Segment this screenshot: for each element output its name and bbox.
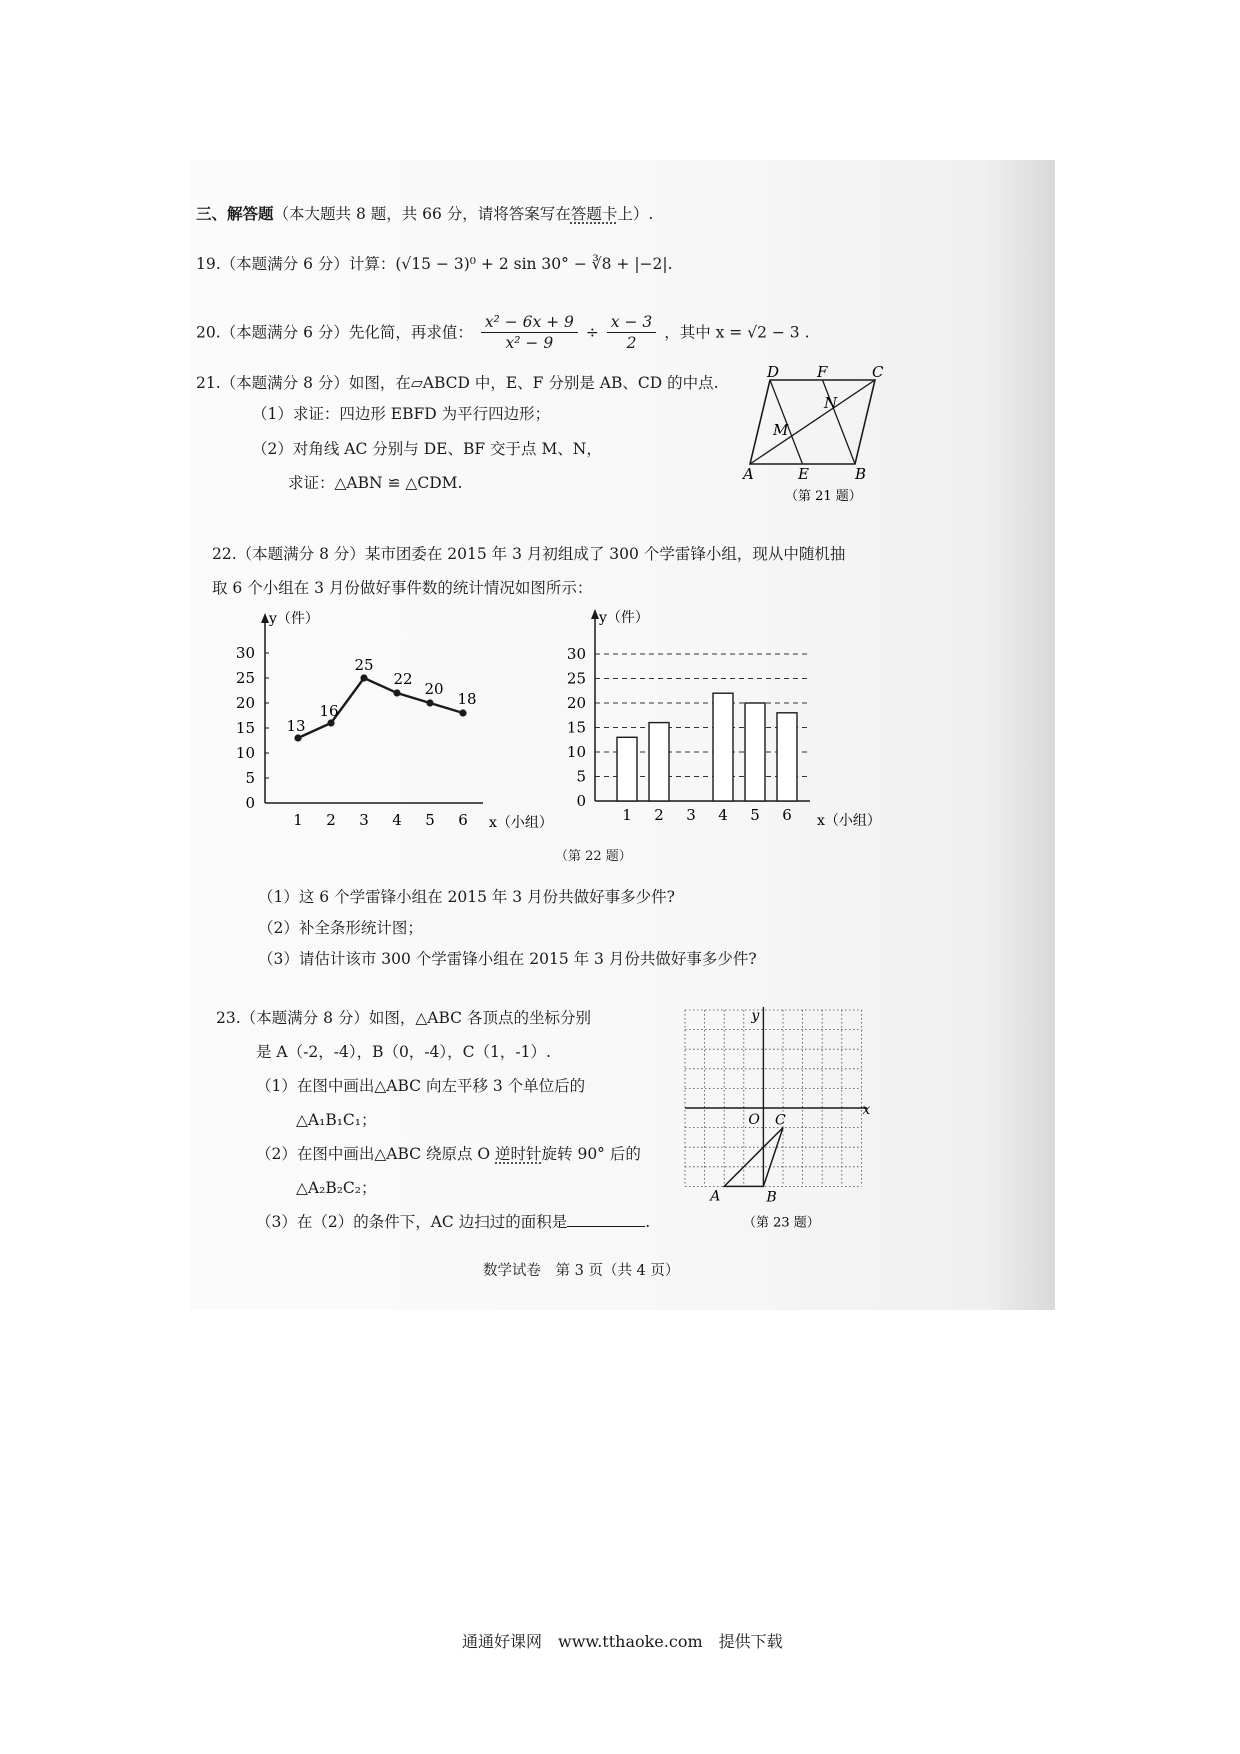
q19-header: 19.（本题满分 6 分）计算：: [196, 255, 396, 273]
y-axis-label: y: [751, 1008, 760, 1024]
download-watermark: 通通好课网 www.tthaoke.com 提供下载: [462, 1632, 783, 1651]
q20-fraction-1: [481, 312, 578, 353]
question-19: [196, 254, 673, 274]
data-label: 20: [424, 680, 444, 698]
data-label: 16: [319, 702, 339, 720]
q20-frac2-numerator: x − 3: [607, 312, 656, 333]
q23-line-1: 23.（本题满分 8 分）如图，△ABC 各顶点的坐标分别: [216, 1009, 591, 1027]
data-point: [459, 709, 466, 716]
q23-part-2-target: △A₂B₂C₂；: [296, 1179, 377, 1197]
section-note: （本大题共 8 题，共 66 分，请将答案写在: [273, 205, 571, 223]
q21-caption: （第 21 题）: [785, 489, 862, 504]
x-tick-label: 1: [293, 811, 303, 829]
label-c: C: [872, 363, 884, 381]
q22-line-chart: [220, 605, 553, 831]
y-tick-label: 10: [566, 743, 586, 761]
q19-expression: (√15 − 3)⁰ + 2 sin 30° − ∛8 + |−2|.: [395, 255, 673, 273]
q22-bar-chart: [555, 605, 905, 829]
x-tick-label: 6: [782, 806, 792, 824]
q23-part-2-emphasis: 逆时针: [495, 1145, 542, 1163]
bar: [745, 703, 765, 801]
data-point: [426, 699, 433, 706]
y-axis-label: y（件）: [599, 610, 649, 626]
bar: [649, 723, 669, 801]
q20-operator: ÷: [585, 323, 599, 342]
y-tick-label: 25: [235, 669, 255, 687]
bar: [713, 693, 733, 801]
y-axis-arrow: [591, 609, 599, 619]
vertex-a-label: A: [710, 1188, 721, 1205]
origin-label: O: [748, 1112, 760, 1128]
x-tick-label: 4: [718, 806, 728, 824]
y-tick-label: 0: [245, 794, 255, 812]
section-note-emphasis: 答题卡: [570, 205, 618, 223]
x-tick-label: 1: [622, 806, 632, 824]
label-d: D: [767, 363, 780, 381]
data-point: [360, 674, 367, 681]
q20-header: 20.（本题满分 6 分）先化简，再求值：: [196, 323, 473, 342]
triangle-abc: [724, 1128, 783, 1187]
q22-part-3: （3）请估计该市 300 个学雷锋小组在 2015 年 3 月份共做好事多少件?: [258, 950, 757, 968]
q20-frac1-numerator: x² − 6x + 9: [481, 312, 578, 333]
q23-part-2: [256, 1144, 641, 1164]
q21-header: 21.（本题满分 8 分）如图，在▱ABCD 中，E、F 分别是 AB、CD 的中点.: [196, 374, 719, 392]
q22-part-1: （1）这 6 个学雷锋小组在 2015 年 3 月份共做好事多少件?: [258, 888, 675, 906]
y-axis-arrow: [261, 613, 269, 623]
q23-line-2: 是 A（-2，-4），B（0，-4），C（1，-1）.: [256, 1043, 551, 1061]
data-label: 22: [393, 670, 413, 688]
y-tick-label: 10: [235, 744, 255, 762]
q20-frac1-denominator: x² − 9: [505, 334, 554, 353]
q21-part-2: （2）对角线 AC 分别与 DE、BF 交于点 M、N，: [252, 440, 602, 458]
question-20: [196, 312, 810, 353]
label-f: F: [817, 363, 828, 381]
y-tick-label: 30: [235, 644, 255, 662]
y-axis-label: y（件）: [269, 611, 319, 627]
label-e: E: [798, 465, 809, 483]
q23-part-3: [256, 1212, 650, 1232]
q23-part-1-target: △A₁B₁C₁；: [296, 1111, 377, 1129]
y-tick-label: 20: [235, 694, 255, 712]
q21-part-2-claim: 求证：△ABN ≌ △CDM.: [288, 474, 463, 492]
x-tick-label: 4: [392, 811, 402, 829]
y-tick-label: 25: [566, 669, 586, 688]
x-tick-label: 5: [425, 811, 435, 829]
q22-line-1: 22.（本题满分 8 分）某市团委在 2015 年 3 月初组成了 300 个学雷锋小组，现从中随机抽: [212, 545, 846, 563]
data-point: [393, 689, 400, 696]
q23-part-2-post: 旋转 90° 后的: [541, 1145, 641, 1163]
q20-condition: ，其中 x = √2 − 3 .: [664, 323, 810, 342]
x-axis-label: x: [862, 1102, 871, 1118]
q23-part-3-text: （3）在（2）的条件下，AC 边扫过的面积是: [256, 1213, 568, 1231]
q23-coordinate-grid: [680, 1005, 880, 1245]
y-tick-label: 5: [576, 767, 586, 786]
data-label: 25: [354, 656, 374, 674]
segment-bf: [823, 380, 856, 464]
y-tick-label: 20: [566, 694, 586, 712]
vertex-c-label: C: [775, 1112, 786, 1129]
x-tick-label: 3: [686, 806, 696, 824]
diagonal-ac: [750, 380, 875, 464]
y-tick-label: 15: [566, 718, 586, 737]
q23-part-1: （1）在图中画出△ABC 向左平移 3 个单位后的: [256, 1077, 586, 1095]
q22-part-2: （2）补全条形统计图；: [258, 919, 423, 937]
data-label: 13: [286, 717, 306, 735]
label-m: M: [773, 421, 789, 439]
q23-part-3-end: .: [645, 1213, 651, 1231]
data-point: [327, 719, 334, 726]
x-tick-label: 5: [750, 806, 760, 824]
x-tick-label: 2: [326, 811, 336, 829]
x-axis-label: x（小组）: [817, 813, 881, 829]
q23-part-2-pre: （2）在图中画出△ABC 绕原点 O: [256, 1145, 496, 1163]
section-note-end: 上）.: [617, 205, 654, 223]
y-tick-label: 30: [566, 645, 586, 663]
q21-parallelogram-figure: [745, 362, 885, 504]
x-axis-label: x（小组）: [489, 815, 553, 831]
scan-shadow: [985, 160, 1055, 1310]
x-tick-label: 6: [458, 811, 468, 829]
y-tick-label: 0: [576, 792, 586, 810]
q20-frac2-denominator: 2: [626, 334, 637, 353]
x-tick-label: 2: [654, 806, 664, 824]
page-footer: 数学试卷 第 3 页（共 4 页）: [483, 1263, 680, 1279]
label-a: A: [743, 465, 754, 483]
label-b: B: [855, 465, 867, 483]
y-tick-label: 5: [245, 769, 255, 787]
y-tick-label: 15: [235, 719, 255, 737]
q22-line-2: 取 6 个小组在 3 月份做好事件数的统计情况如图所示：: [212, 579, 593, 597]
vertex-b-label: B: [766, 1189, 777, 1206]
section-heading: [196, 204, 653, 224]
q22-caption: （第 22 题）: [555, 849, 632, 864]
bar: [777, 713, 797, 801]
x-tick-label: 3: [359, 811, 369, 829]
q20-fraction-2: [607, 312, 656, 353]
section-title: 三、解答题: [196, 204, 274, 223]
label-n: N: [824, 394, 838, 412]
data-point: [294, 734, 301, 741]
q21-part-1: （1）求证：四边形 EBFD 为平行四边形；: [252, 405, 551, 423]
q23-caption: （第 23 题）: [743, 1215, 820, 1231]
data-label: 18: [457, 690, 477, 708]
bar: [617, 737, 637, 801]
answer-blank[interactable]: [567, 1226, 645, 1227]
